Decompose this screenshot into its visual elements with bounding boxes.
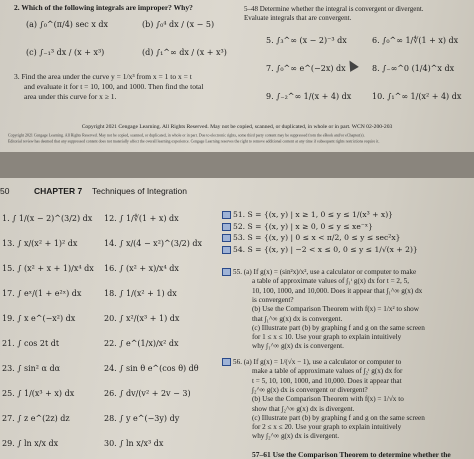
- exercise-10: 10. ∫₁^∞ 1/(x² + 4) dx: [372, 92, 462, 101]
- left-exercise-5: 21. ∫ cos 2t dt: [2, 339, 60, 348]
- exercise-56-text: show that ∫₂^∞ g(x) dx is divergent.: [252, 404, 355, 413]
- left-exercise-9: 29. ∫ ln x/x dx: [2, 439, 59, 448]
- exercise-55-text: that ∫₁^∞ g(x) dx is convergent.: [252, 314, 343, 323]
- left-exercise-2: 15. ∫ (x² + x + 1)/x⁴ dx: [2, 264, 94, 273]
- graphing-calculator-icon: [222, 268, 231, 276]
- exercise-56-text: (c) Illustrate part (b) by graphing f and g on the same screen: [252, 413, 425, 422]
- graphing-calculator-icon: [222, 246, 231, 254]
- exercise-56-text: 56. (a) If g(x) = 1/(√x − 1), use a calculator or computer to: [233, 358, 402, 366]
- exercise-55-text: for 1 ≤ x ≤ 10. Use your graph to explain intuitively: [252, 333, 402, 342]
- exercise-55-line-3: [252, 296, 294, 304]
- page-gap: [0, 152, 474, 178]
- exercise-7: 7. ∫₀^∞ e^(−2x) dx: [266, 64, 346, 73]
- graphing-calculator-icon: [222, 211, 231, 219]
- left-exercise-4: 19. ∫ x e^(−x²) dx: [2, 314, 76, 323]
- exercise-55-text: a table of approximate values of ∫₁ᵗ g(x) dx for t = 2, 5,: [252, 277, 410, 286]
- exercise-55-text: 55. (a) If g(x) = (sin²x)/x², use a calculator or computer to make: [233, 268, 417, 276]
- exercise-56-line-8: [252, 432, 339, 440]
- region-exercise-53: [222, 233, 400, 242]
- left-exercise-3: 17. ∫ eˣ/(1 + e²ˣ) dx: [2, 289, 82, 298]
- middle-exercise-6: 24. ∫ sin θ e^(cos θ) dθ: [104, 364, 199, 373]
- region-exercise-text: 53. S = {(x, y) | 0 ≤ x < π/2, 0 ≤ y ≤ sec²x}: [233, 233, 401, 242]
- exercise-55-line-7: [252, 333, 401, 341]
- exercise-55-text: (b) Use the Comparison Theorem with f(x) = 1/x² to show: [252, 305, 419, 314]
- exercise-9: 9. ∫₋₂^∞ 1/(x + 4) dx: [266, 92, 352, 101]
- middle-exercise-3: 18. ∫ 1/(x² + 1) dx: [104, 289, 177, 298]
- exercise-55-text: 10, 100, 1000, and 10,000. Does it appear that ∫₁^∞ g(x) dx: [252, 286, 423, 295]
- region-exercise-52: [222, 222, 373, 231]
- section-57-61-heading: 57–61 Use the Comparison Theorem to determine whether the: [252, 450, 451, 459]
- section-5-48-subheading: Evaluate integrals that are convergent.: [244, 14, 352, 22]
- fine-print-line-1: Copyright 2021 Cengage Learning. All Rights Reserved. May not be copied, scanned, or duplicated, in whole or in part. Due to electronic rights, some third party content may be suppressed from the eBook and/or eChapter(s).: [8, 133, 365, 138]
- exercise-56-line-1: [252, 367, 402, 375]
- middle-exercise-2: 16. ∫ (x² + x)/x⁴ dx: [104, 264, 179, 273]
- option-a: (a) ∫₀^(π/4) sec x dx: [26, 20, 109, 29]
- left-exercise-6: 23. ∫ sin² α dα: [2, 364, 61, 373]
- region-exercise-text: 54. S = {(x, y) | −2 < x ≤ 0, 0 ≤ y ≤ 1/√(x + 2)}: [233, 244, 418, 254]
- exercise-56-line-7: [252, 423, 401, 431]
- exercise-55-text: is convergent?: [252, 295, 294, 304]
- exercise-55-line-6: [252, 324, 425, 332]
- exercise-56-line-0: [222, 358, 401, 366]
- exercise-55-line-5: [252, 315, 342, 323]
- question-3-line-2: and evaluate it for t = 10, 100, and 1000. Then find the total: [24, 82, 204, 91]
- exercise-56-text: (b) Use the Comparison Theorem with f(x) = 1/√x to: [252, 395, 404, 404]
- option-c: (c) ∫₋₁³ dx / (x + x³): [26, 48, 105, 57]
- question-2: 2. Which of the following integrals are improper? Why?: [14, 3, 193, 12]
- exercise-55-line-8: [252, 342, 344, 350]
- copyright-notice: Copyright 2021 Cengage Learning. All Rights Reserved. May not be copied, scanned, or duplicated, in whole or in part. WCN 02-200-203: [81, 124, 393, 130]
- exercise-56-text: for 2 ≤ x ≤ 20. Use your graph to explain intuitively: [252, 423, 402, 432]
- exercise-56-text: ∫₂^∞ g(x) dx is convergent or divergent?: [252, 385, 368, 394]
- left-exercise-1: 13. ∫ x/(x² + 1)² dx: [2, 239, 78, 248]
- left-exercise-8: 27. ∫ z e^(2z) dz: [2, 414, 70, 423]
- mouse-cursor-icon: [345, 58, 359, 72]
- graphing-calculator-icon: [222, 234, 231, 242]
- middle-exercise-8: 28. ∫ y e^(−3y) dy: [104, 414, 180, 423]
- middle-exercise-9: 30. ∫ ln x/x³ dx: [104, 439, 164, 448]
- exercise-56-text: make a table of approximate values of ∫₂ᵗ g(x) dx for: [252, 367, 403, 376]
- region-exercise-51: [222, 210, 393, 219]
- exercise-56-text: t = 5, 10, 100, 1000, and 10,000. Does it appear that: [252, 376, 402, 385]
- exercise-56-line-4: [252, 395, 404, 403]
- exercise-55-line-2: [252, 287, 422, 295]
- exercise-56-line-3: [252, 386, 368, 394]
- chapter-label: CHAPTER 7: [34, 186, 83, 196]
- exercise-56-line-6: [252, 414, 425, 422]
- option-d: (d) ∫₁^∞ dx / (x + x³): [142, 48, 227, 57]
- question-3-line-1: 3. Find the area under the curve y = 1/x³ from x = 1 to x = t: [14, 72, 192, 81]
- exercise-56-line-5: [252, 405, 354, 413]
- exercise-56-text: why ∫₂^∞ g(x) dx is divergent.: [252, 432, 340, 441]
- section-5-48-heading: 5–48 Determine whether the integral is convergent or divergent.: [244, 5, 424, 13]
- middle-exercise-5: 22. ∫ e^(1/x)/x² dx: [104, 339, 179, 348]
- exercise-55-line-1: [252, 277, 409, 285]
- graphing-calculator-icon: [222, 358, 231, 366]
- middle-exercise-4: 20. ∫ x²/(x³ + 1) dx: [104, 314, 180, 323]
- exercise-55-line-0: [222, 268, 416, 276]
- question-3-line-3: area under this curve for x ≥ 1.: [24, 92, 117, 101]
- page-number: 50: [0, 186, 10, 196]
- chapter-title: Techniques of Integration: [92, 186, 187, 196]
- graphing-calculator-icon: [222, 223, 231, 231]
- region-exercise-54: [222, 245, 418, 254]
- left-exercise-0: 1. ∫ 1/(x − 2)^(3/2) dx: [2, 214, 93, 223]
- region-exercise-text: 51. S = {(x, y) | x ≥ 1, 0 ≤ y ≤ 1/(x³ + x)}: [233, 210, 394, 219]
- middle-exercise-0: 12. ∫ 1/∜(1 + x) dx: [104, 214, 179, 223]
- exercise-55-line-4: [252, 305, 419, 313]
- middle-exercise-7: 26. ∫ dv/(v² + 2v − 3): [104, 389, 191, 398]
- middle-exercise-1: 14. ∫ x/(4 − x²)^(3/2) dx: [104, 239, 203, 248]
- exercise-55-text: why ∫₁^∞ g(x) dx is convergent.: [252, 342, 344, 351]
- region-exercise-text: 52. S = {(x, y) | x ≥ 0, 0 ≤ y ≤ xe⁻ˣ}: [233, 221, 373, 231]
- left-exercise-7: 25. ∫ 1/(x³ + x) dx: [2, 389, 75, 398]
- exercise-6: 6. ∫₀^∞ 1/∜(1 + x) dx: [372, 36, 459, 45]
- exercise-5: 5. ∫₃^∞ (x − 2)⁻³ dx: [266, 36, 347, 45]
- exercise-8: 8. ∫₋∞^0 (1/4)^x dx: [372, 64, 455, 73]
- option-b: (b) ∫₀⁴ dx / (x − 5): [142, 20, 215, 29]
- fine-print-line-2: Editorial review has deemed that any suppressed content does not materially affect the overall learning experience. Cengage Learning reserves the right to remove additional content at any time if subsequent rights restrictions require it.: [8, 139, 380, 144]
- exercise-56-line-2: [252, 377, 402, 385]
- exercise-55-text: (c) Illustrate part (b) by graphing f and g on the same screen: [252, 323, 425, 332]
